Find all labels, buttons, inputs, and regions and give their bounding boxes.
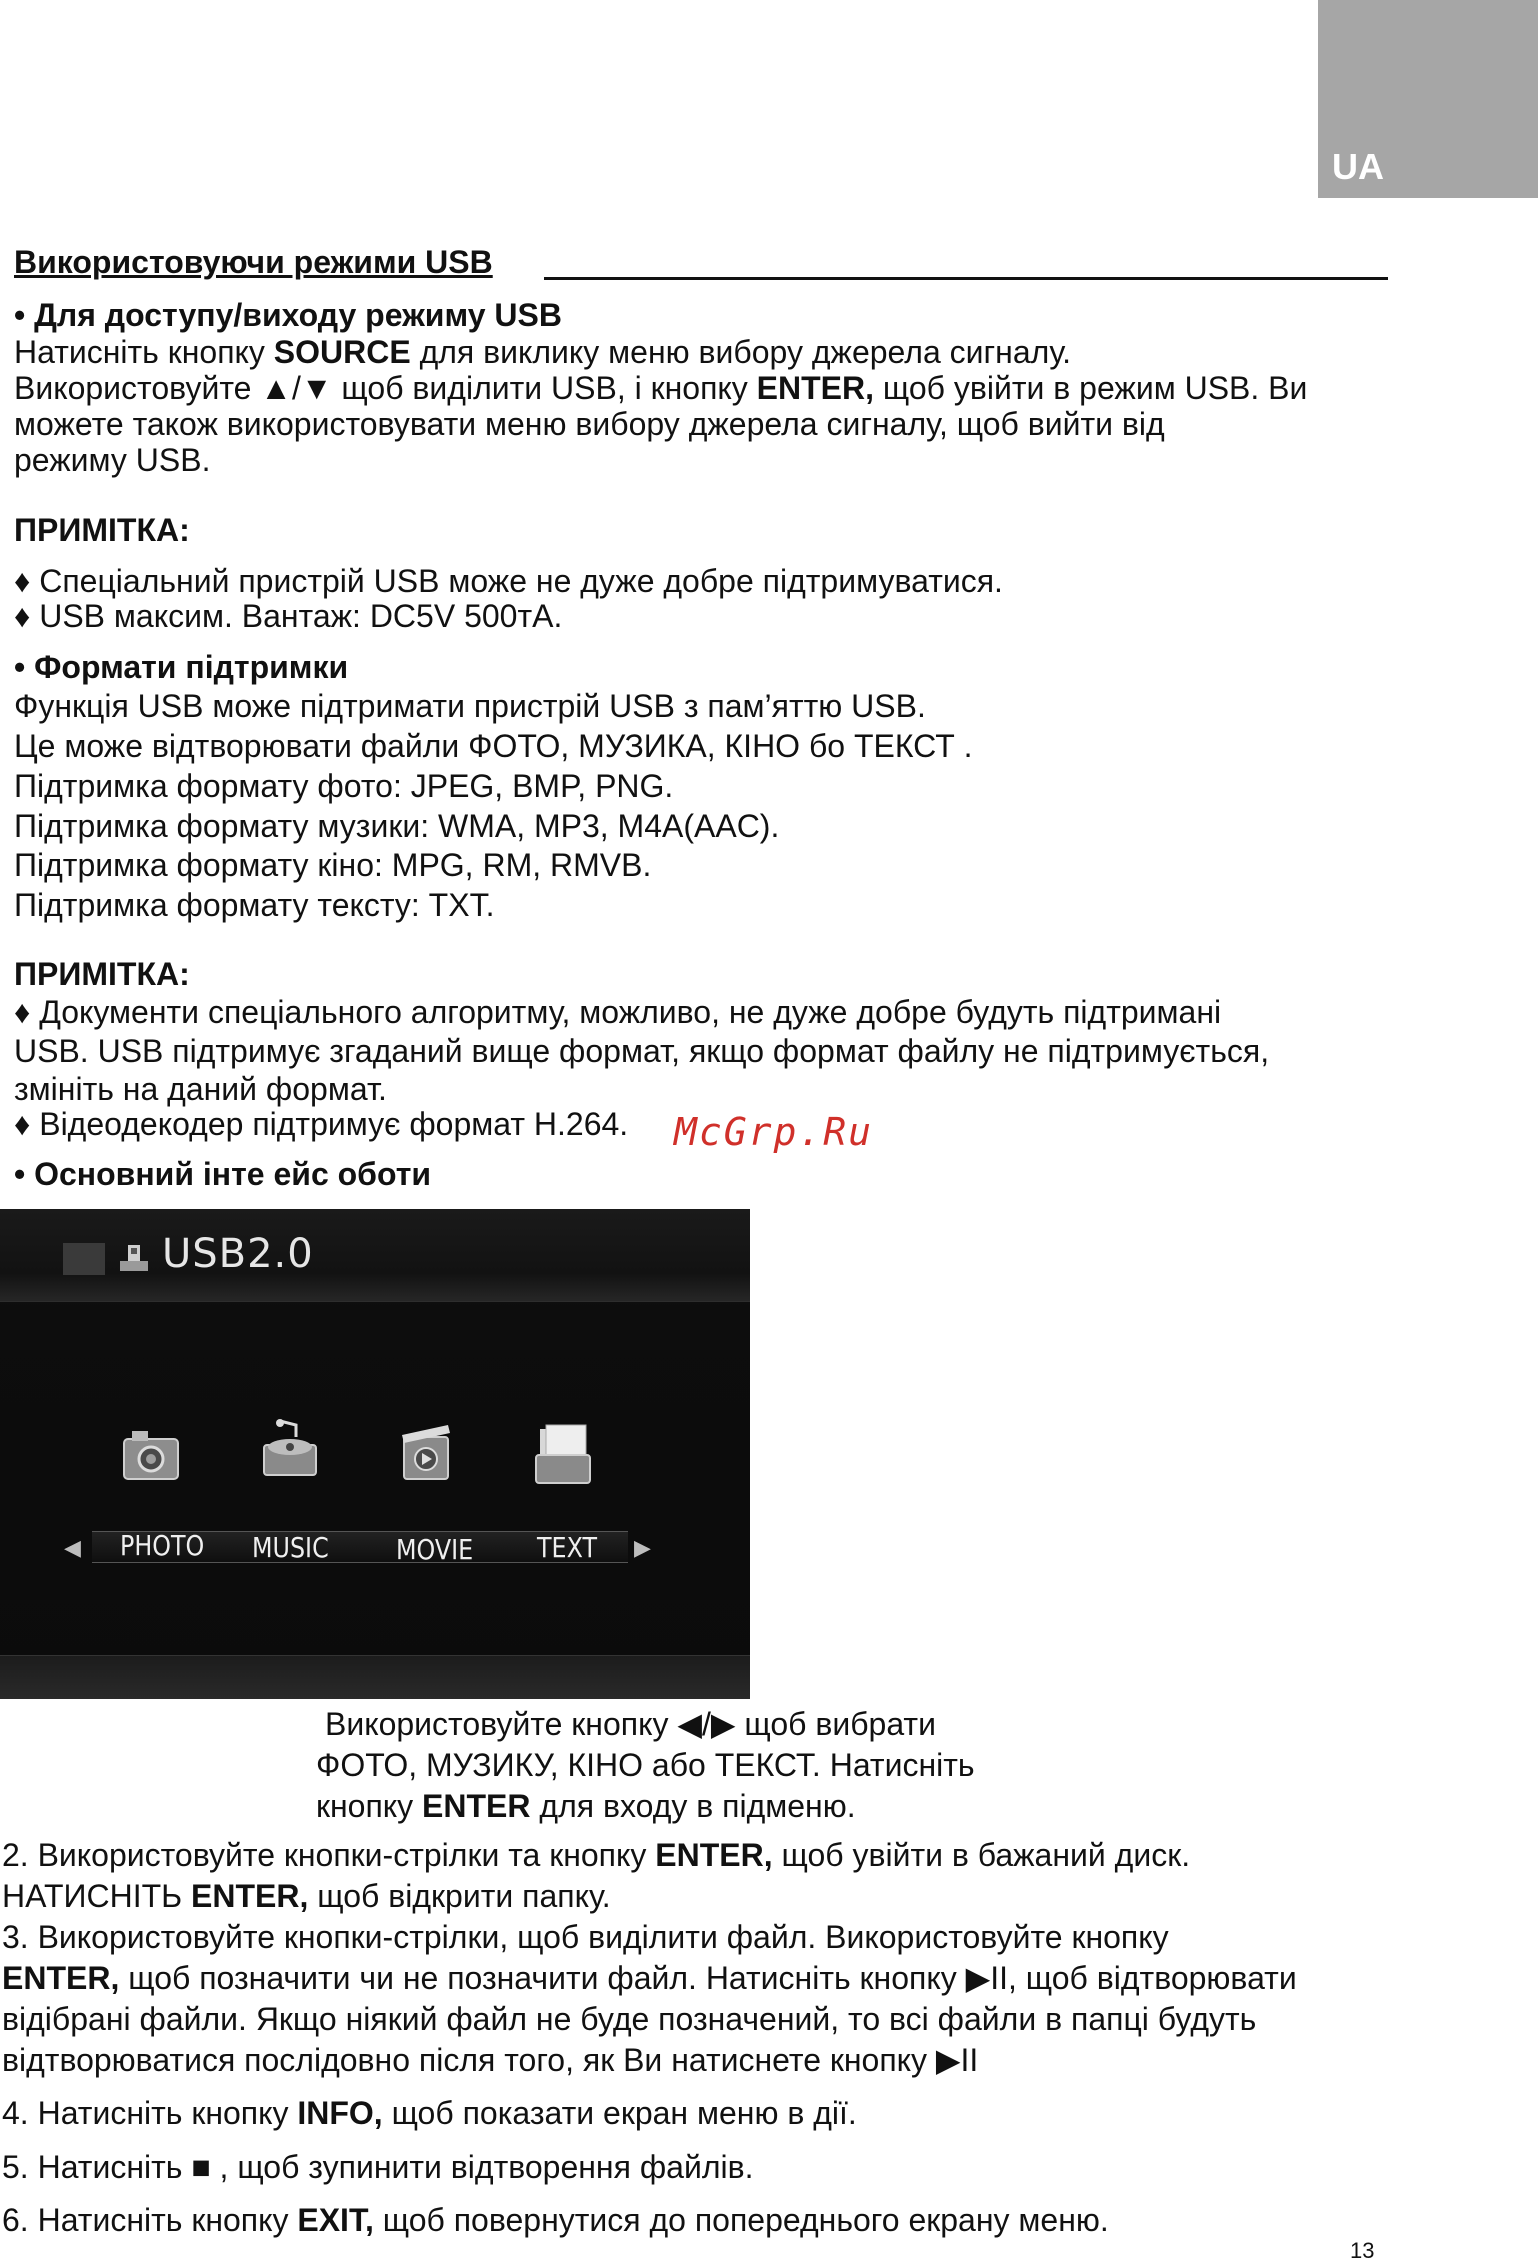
enter-key: ENTER,: [655, 1837, 773, 1873]
step-3-line-4: відтворюватися послідовно після того, як Ви натиснете кнопку ▶II: [2, 2042, 979, 2078]
step-3: 3. Використовуйте кнопки-стрілки, щоб виділити файл. Використовуйте кнопку: [2, 1919, 1169, 1955]
title-rule: [544, 277, 1388, 280]
text: для входу в підменю.: [530, 1788, 856, 1824]
enter-key: ENTER,: [2, 1960, 120, 1996]
watermark: McGrp.Ru: [674, 1110, 874, 1154]
music-icon[interactable]: [256, 1415, 326, 1485]
movie-icon[interactable]: [392, 1415, 462, 1485]
formats-line: Це може відтворювати файли ФОТО, МУЗИКА, КІНО бо ТЕКСТ .: [14, 728, 973, 764]
info-key: INFO,: [297, 2095, 383, 2131]
text: для виклику меню вибору джерела сигналу.: [410, 334, 1071, 370]
note2-line: USB. USB підтримує згаданий вище формат, якщо формат файлу не підтримується,: [14, 1033, 1270, 1069]
access-line-3: можете також використовувати меню вибору джерела сигналу, щоб вийти від: [14, 406, 1165, 442]
language-tab: [1318, 0, 1538, 198]
step-4: [2, 2094, 857, 2132]
usb-menu-screen: [0, 1209, 750, 1699]
note2-line: ♦ Відеодекодер підтримує формат H.264.: [14, 1106, 629, 1142]
arrow-right-icon[interactable]: ▶: [634, 1535, 651, 1560]
access-line-2: [14, 369, 1307, 407]
access-heading: • Для доступу/виходу режиму USB: [14, 297, 562, 333]
arrow-left-icon[interactable]: ◀: [64, 1535, 81, 1560]
formats-line: Підтримка формату тексту: TXT.: [14, 887, 495, 923]
text: щоб увійти в режим USB. Ви: [874, 370, 1308, 406]
note2-line: ♦ Документи спеціального алгоритму, можливо, не дуже добре будуть підтримані: [14, 994, 1222, 1030]
text: 6. Натисніть кнопку: [2, 2202, 298, 2238]
text: 2. Використовуйте кнопки-стрілки та кнопку: [2, 1837, 656, 1873]
text: НАТИСНІТЬ: [2, 1878, 192, 1914]
text: 4. Натисніть кнопку: [2, 2095, 298, 2131]
step-5: 5. Натисніть ■ , щоб зупинити відтворення файлів.: [2, 2149, 754, 2185]
note2-heading: ПРИМІТКА:: [14, 956, 190, 992]
text: щоб показати екран меню в дії.: [382, 2095, 857, 2131]
screen-footer: [0, 1655, 750, 1699]
note1-item-2: ♦ USB максим. Вантаж: DC5V 500тА.: [14, 598, 563, 634]
formats-line: Функція USB може підтримати пристрій USB з пам’яттю USB.: [14, 688, 926, 724]
menu-item-music[interactable]: MUSIC: [252, 1531, 329, 1564]
step-3-line-3: відібрані файли. Якщо ніякий файл не буде позначений, то всі файли в папці будуть: [2, 2001, 1257, 2037]
text-icon[interactable]: [528, 1421, 598, 1491]
text: щоб позначити чи не позначити файл. Натисніть кнопку ▶II, щоб відтворювати: [119, 1960, 1297, 1996]
formats-line: Підтримка формату музики: WMA, MP3, M4A(AAC).: [14, 808, 780, 844]
formats-line: Підтримка формату кіно: MPG, RM, RMVB.: [14, 847, 652, 883]
header-square: [63, 1243, 105, 1275]
text: щоб увійти в бажаний диск.: [772, 1837, 1191, 1873]
page-number: 13: [1350, 2238, 1375, 2263]
language-tab-label: UA: [1332, 146, 1384, 187]
note1-item-1: ♦ Спеціальний пристрій USB може не дуже добре підтримуватися.: [14, 563, 1003, 599]
caption-line-3: [316, 1787, 856, 1825]
note1-heading: ПРИМІТКА:: [14, 512, 190, 548]
menu-item-movie[interactable]: MOVIE: [396, 1533, 474, 1566]
step-3-line-2: [2, 1959, 1297, 1997]
text: Натисніть кнопку: [14, 334, 274, 370]
enter-key: ENTER,: [756, 370, 874, 406]
access-line-4: режиму USB.: [14, 442, 211, 478]
note2-line: змініть на даний формат.: [14, 1071, 387, 1107]
step-6: [2, 2201, 1109, 2239]
access-line-1: [14, 333, 1071, 371]
source-key: SOURCE: [273, 334, 411, 370]
screen-header: [0, 1209, 750, 1302]
usb-drive-icon: [116, 1241, 152, 1275]
caption-line-2: ФОТО, МУЗИКУ, КІНО або ТЕКСТ. Натисніть: [316, 1747, 975, 1783]
menu-item-text[interactable]: TEXT: [537, 1531, 598, 1564]
step-2-line-2: [2, 1877, 611, 1915]
step-2: [2, 1836, 1190, 1874]
screen-title: USB2.0: [162, 1231, 314, 1277]
section-title: Використовуючи режими USB: [14, 244, 493, 280]
enter-key: ENTER: [422, 1788, 531, 1824]
menu-item-photo[interactable]: PHOTO: [120, 1529, 205, 1562]
interface-heading: • Основний інте ейс оботи: [14, 1156, 432, 1192]
enter-key: ENTER,: [191, 1878, 309, 1914]
formats-line: Підтримка формату фото: JPEG, BMP, PNG.: [14, 768, 674, 804]
text: щоб відкрити папку.: [308, 1878, 611, 1914]
caption-line-1: Використовуйте кнопку ◀/▶ щоб вибрати: [325, 1706, 936, 1742]
camera-icon[interactable]: [118, 1421, 188, 1491]
text: кнопку: [316, 1788, 423, 1824]
text: Використовуйте ▲/▼ щоб виділити USB, і кнопку: [14, 370, 757, 406]
text: щоб повернутися до попереднього екрану меню.: [373, 2202, 1109, 2238]
exit-key: EXIT,: [297, 2202, 374, 2238]
formats-heading: • Формати підтримки: [14, 649, 349, 685]
